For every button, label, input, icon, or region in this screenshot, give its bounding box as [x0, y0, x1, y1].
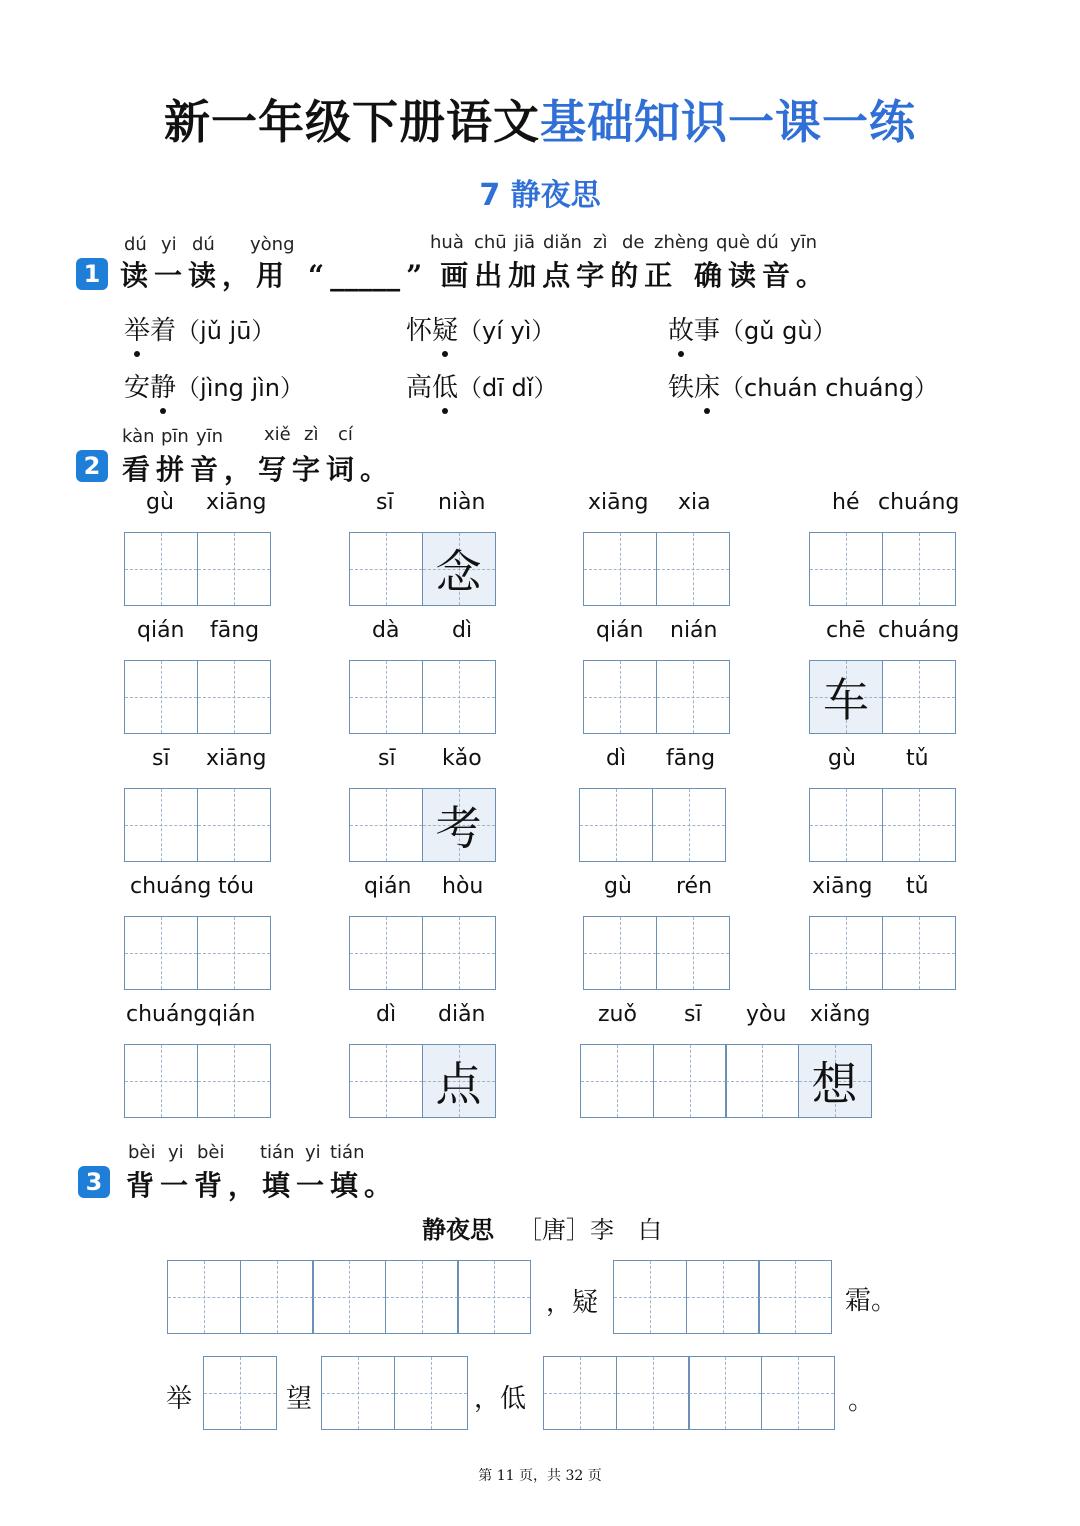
s1-py-6: jiā [514, 232, 536, 253]
s1-py-1: yi [161, 234, 177, 255]
s1-py-8: zì [593, 232, 608, 253]
s1-item-2-c1: 故 [668, 310, 694, 347]
poem-line2-end: 。 [848, 1386, 875, 1416]
word-14-grid [583, 916, 728, 990]
word-15-grid [809, 916, 954, 990]
word-4-pinyin-0: qián [137, 618, 185, 643]
write-char-box[interactable] [124, 660, 198, 734]
write-char-box[interactable] [197, 1044, 271, 1118]
write-char-box[interactable] [809, 788, 883, 862]
write-char-box[interactable] [809, 916, 883, 990]
s1-py-11: què [716, 232, 750, 253]
given-char-box [422, 532, 496, 606]
s1-item-2-options[interactable]: （gǔ gù） [720, 317, 837, 345]
write-char-box[interactable] [579, 788, 653, 862]
write-char-box[interactable] [882, 788, 956, 862]
word-7-char-0: 车 [823, 673, 869, 727]
write-char-box[interactable] [349, 1044, 423, 1118]
s1-py-12: dú [756, 232, 779, 253]
word-18-pinyin-1: sī [684, 1002, 702, 1027]
given-char-box [422, 1044, 496, 1118]
s1-item-0: 举着（jǔ jū） [124, 310, 275, 347]
write-char-box[interactable] [656, 916, 730, 990]
word-2-grid [583, 532, 728, 606]
word-10-pinyin-0: dì [606, 746, 627, 771]
word-0-pinyin-1: xiāng [206, 490, 267, 515]
poem-write-box[interactable] [321, 1356, 395, 1430]
write-char-box[interactable] [197, 916, 271, 990]
word-16-pinyin-1: qián [208, 1002, 256, 1027]
poem-line1-mid: ，疑 [546, 1288, 599, 1318]
word-18-pinyin-2: yòu [746, 1002, 787, 1027]
s1-item-1-options[interactable]: （yí yì） [458, 317, 556, 345]
poem-write-box[interactable] [613, 1260, 687, 1334]
write-char-box[interactable] [197, 532, 271, 606]
s2-py-4: zì [304, 424, 319, 445]
s1-quote-open: “ [308, 259, 325, 292]
write-char-box[interactable] [583, 532, 657, 606]
word-5-pinyin-0: dà [372, 618, 400, 643]
word-9-pinyin-0: sī [378, 746, 396, 771]
s1-py-2: dú [192, 234, 215, 255]
word-13-grid [349, 916, 494, 990]
s1-py-7: diǎn [543, 232, 582, 253]
word-17-pinyin-1: diǎn [438, 1002, 486, 1027]
s1-item-5: 铁床（chuán chuáng） [668, 367, 938, 404]
word-1-char-1: 念 [435, 545, 482, 599]
s3-py-1: yi [168, 1142, 184, 1163]
s1-py-4: huà [430, 232, 464, 253]
write-char-box[interactable] [656, 660, 730, 734]
s1-item-5-c2: 床 [694, 367, 720, 404]
poem-line2-blank-a [203, 1356, 276, 1430]
write-char-box[interactable] [124, 788, 198, 862]
s1-item-4: 高低（dī dǐ） [406, 367, 557, 404]
word-6-pinyin-0: qián [596, 618, 644, 643]
word-15-pinyin-1: tǔ [906, 874, 929, 899]
word-17-grid [349, 1044, 494, 1118]
word-1-pinyin-1: niàn [438, 490, 486, 515]
poem-line2-mid: 望 [286, 1384, 313, 1414]
word-7-pinyin-0: chē [826, 618, 866, 643]
write-char-box[interactable] [652, 788, 726, 862]
word-8-pinyin-1: xiāng [206, 746, 267, 771]
write-char-box[interactable] [124, 916, 198, 990]
s1-item-3-options[interactable]: （jìng jìn） [176, 374, 304, 402]
word-10-pinyin-1: fāng [666, 746, 716, 771]
write-char-box[interactable] [882, 660, 956, 734]
word-13-pinyin-0: qián [364, 874, 412, 899]
word-11-grid [809, 788, 954, 862]
given-char-box [809, 660, 883, 734]
word-5-pinyin-1: dì [452, 618, 473, 643]
word-8-grid [124, 788, 269, 862]
poem-write-box[interactable] [688, 1356, 762, 1430]
poem-line2-mid2: ，低 [474, 1384, 527, 1414]
poem-write-box[interactable] [394, 1356, 468, 1430]
word-0-pinyin-0: gù [146, 490, 174, 515]
word-3-pinyin-1: chuáng [878, 490, 960, 515]
word-4-pinyin-1: fāng [210, 618, 260, 643]
section2-instruction: 看拼音，写字词。 [122, 453, 395, 486]
poem-write-box[interactable] [758, 1260, 832, 1334]
word-2-pinyin-1: xia [678, 490, 711, 515]
s1-item-4-options[interactable]: （dī dǐ） [458, 374, 558, 402]
s1-py-9: de [622, 232, 645, 253]
s1-text-b: 画出加点字的正 确读音。 [440, 259, 830, 292]
s3-py-5: tián [330, 1142, 365, 1163]
s1-item-0-c1: 举 [124, 310, 150, 347]
word-6-pinyin-1: nián [670, 618, 718, 643]
write-char-box[interactable] [809, 532, 883, 606]
s1-item-3-c2: 静 [150, 367, 176, 404]
write-char-box[interactable] [422, 660, 496, 734]
poem-write-box[interactable] [203, 1356, 277, 1430]
s1-item-4-c2: 低 [432, 367, 458, 404]
write-char-box[interactable] [583, 916, 657, 990]
s1-blank: _____ [330, 259, 401, 292]
poem-line2-blank-c [543, 1356, 833, 1430]
poem-write-box[interactable] [761, 1356, 835, 1430]
page-footer: 第 11 页，共 32 页 [478, 1468, 602, 1484]
write-char-box[interactable] [725, 1044, 799, 1118]
word-7-grid [809, 660, 954, 734]
word-11-pinyin-1: tǔ [906, 746, 929, 771]
write-char-box[interactable] [124, 1044, 198, 1118]
s3-py-4: yi [305, 1142, 321, 1163]
write-char-box[interactable] [349, 532, 423, 606]
poem-author: ［唐］李 白 [518, 1216, 662, 1244]
s1-item-5-options[interactable]: （chuán chuáng） [720, 374, 938, 402]
poem-write-box[interactable] [616, 1356, 690, 1430]
word-3-grid [809, 532, 954, 606]
s1-item-0-options[interactable]: （jǔ jū） [176, 317, 276, 345]
write-char-box[interactable] [653, 1044, 727, 1118]
poem-write-box[interactable] [457, 1260, 531, 1334]
word-17-pinyin-0: dì [376, 1002, 397, 1027]
word-5-grid [349, 660, 494, 734]
title-blue: 基础知识一课一练 [540, 95, 916, 149]
word-4-grid [124, 660, 269, 734]
word-18-pinyin-3: xiǎng [810, 1002, 871, 1027]
s1-item-3: 安静（jìng jìn） [124, 367, 304, 404]
s1-quote-close: ” [406, 259, 423, 292]
word-18-grid [580, 1044, 870, 1118]
word-14-pinyin-1: rén [676, 874, 713, 899]
write-char-box[interactable] [580, 1044, 654, 1118]
write-char-box[interactable] [583, 660, 657, 734]
write-char-box[interactable] [349, 660, 423, 734]
word-1-pinyin-0: sī [376, 490, 394, 515]
poem-line1-blank-b [613, 1260, 831, 1334]
s1-py-0: dú [124, 234, 147, 255]
word-18-char-3: 想 [811, 1057, 858, 1111]
write-char-box[interactable] [349, 788, 423, 862]
write-char-box[interactable] [882, 916, 956, 990]
word-13-pinyin-1: hòu [442, 874, 484, 899]
section1-badge: 1 [76, 258, 108, 290]
word-14-pinyin-0: gù [604, 874, 632, 899]
write-char-box[interactable] [197, 788, 271, 862]
s1-py-10: zhèng [654, 232, 709, 253]
word-12-pinyin-0: chuáng [130, 874, 212, 899]
s1-py-13: yīn [790, 232, 818, 253]
word-1-grid [349, 532, 494, 606]
poem-write-box[interactable] [385, 1260, 459, 1334]
word-9-char-1: 考 [435, 801, 482, 855]
poem-write-box[interactable] [543, 1356, 617, 1430]
word-9-pinyin-1: kǎo [442, 746, 482, 771]
word-8-pinyin-0: sī [152, 746, 170, 771]
given-char-box [422, 788, 496, 862]
s2-py-0: kàn [122, 426, 155, 447]
write-char-box[interactable] [422, 916, 496, 990]
word-2-pinyin-0: xiāng [588, 490, 649, 515]
s1-py-5: chū [474, 232, 507, 253]
lesson-title: 7 静夜思 [479, 178, 601, 213]
poem-title: 静夜思 [422, 1215, 494, 1244]
word-6-grid [583, 660, 728, 734]
given-char-box [798, 1044, 872, 1118]
s1-item-1-c2: 疑 [432, 310, 458, 347]
word-18-pinyin-0: zuǒ [598, 1002, 637, 1027]
section2-badge: 2 [76, 450, 108, 482]
s2-py-1: pīn [161, 426, 189, 447]
poem-line2-blank-b [321, 1356, 466, 1430]
word-3-pinyin-0: hé [832, 490, 860, 515]
word-9-grid [349, 788, 494, 862]
word-0-grid [124, 532, 269, 606]
poem-write-box[interactable] [312, 1260, 386, 1334]
s2-py-3: xiě [264, 424, 291, 445]
s1-py-3: yòng [250, 234, 295, 255]
word-17-char-1: 点 [435, 1057, 482, 1111]
write-char-box[interactable] [197, 660, 271, 734]
write-char-box[interactable] [882, 532, 956, 606]
word-10-grid [579, 788, 724, 862]
word-11-pinyin-0: gù [828, 746, 856, 771]
s3-py-0: bèi [128, 1142, 156, 1163]
write-char-box[interactable] [349, 916, 423, 990]
s2-py-2: yīn [196, 426, 224, 447]
s1-item-2: 故事（gǔ gù） [668, 310, 837, 347]
s1-item-1: 怀疑（yí yì） [406, 310, 555, 347]
section3-instruction: 背一背，填一填。 [126, 1169, 399, 1202]
word-15-pinyin-0: xiāng [812, 874, 873, 899]
poem-line1-blank-a [167, 1260, 530, 1334]
word-16-pinyin-0: chuáng [126, 1002, 208, 1027]
s2-py-5: cí [338, 424, 353, 445]
section1-instruction [120, 254, 830, 294]
word-16-grid [124, 1044, 269, 1118]
page-title [0, 86, 1080, 152]
poem-write-box[interactable] [167, 1260, 241, 1334]
title-black: 新一年级下册语文 [164, 95, 540, 149]
word-12-pinyin-1: tóu [218, 874, 255, 899]
word-12-grid [124, 916, 269, 990]
poem-write-box[interactable] [240, 1260, 314, 1334]
poem-heading [422, 1210, 662, 1245]
word-7-pinyin-1: chuáng [878, 618, 960, 643]
s1-text-a: 读一读，用 [120, 259, 291, 292]
poem-line1-end: 霜。 [845, 1286, 898, 1316]
poem-write-box[interactable] [686, 1260, 760, 1334]
section3-badge: 3 [78, 1166, 110, 1198]
write-char-box[interactable] [124, 532, 198, 606]
write-char-box[interactable] [656, 532, 730, 606]
s3-py-3: tián [260, 1142, 295, 1163]
s3-py-2: bèi [197, 1142, 225, 1163]
poem-line2-start: 举 [166, 1384, 193, 1414]
